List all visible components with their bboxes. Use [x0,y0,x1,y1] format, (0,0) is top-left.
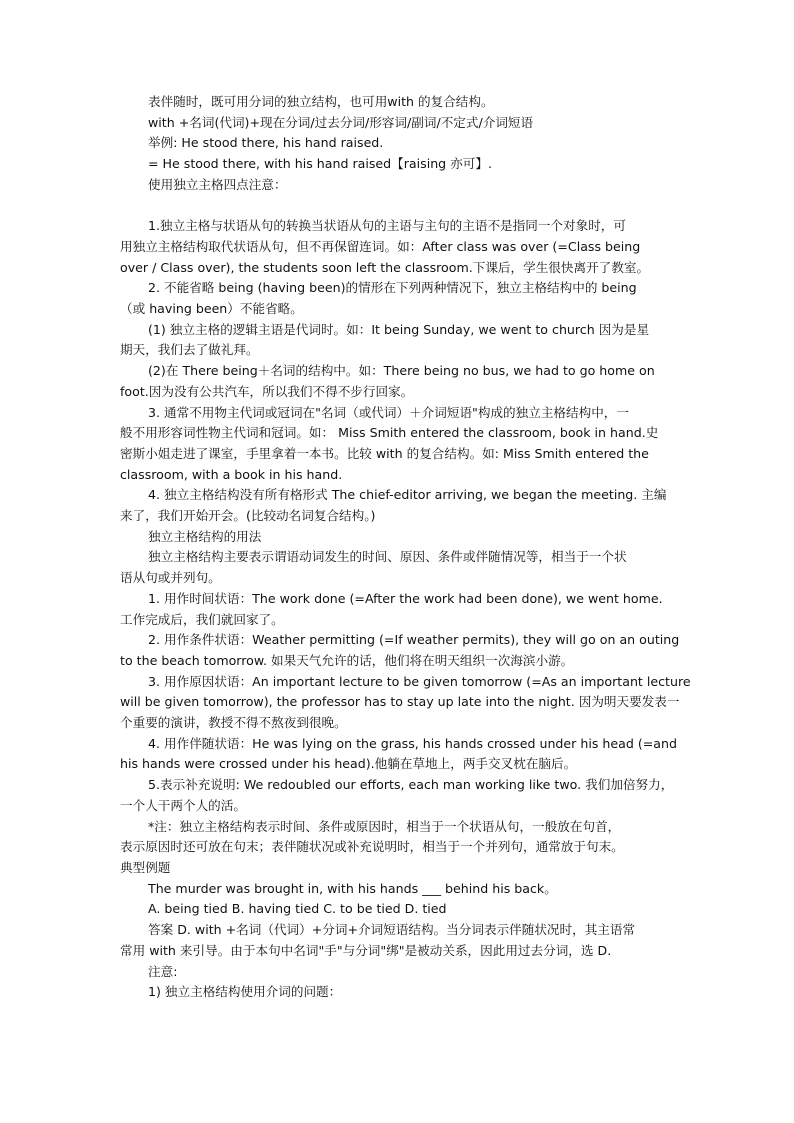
text-line: 2. 用作条件状语：Weather permitting (=If weather permits), they will go on an outing [148,632,680,648]
text-line: 5.表示补充说明: We redoubled our efforts, each man working like two. 我们加倍努力， [148,777,674,793]
blank-line [120,196,676,217]
text-line: 4. 独立主格结构没有所有格形式 The chief-editor arriving, we began the meeting. 主编 [148,487,667,503]
text-line: will be given tomorrow), the professor has to stay up late into the night. 因为明天要发表一 [120,694,680,710]
text-line: 语从句或并列句。 [120,570,221,586]
text-line: = He stood there, with his hand raised【raising 亦可】. [148,156,492,172]
text-line: 般不用形容词性物主代词和冠词。如： Miss Smith entered the classroom, book in hand.史 [120,425,659,441]
text-line: (2)在 There being＋名词的结构中。如：There being no bus, we had to go home on [148,363,655,379]
text-line: 期天，我们去了做礼拜。 [120,342,259,358]
text-line: 独立主格结构主要表示谓语动词发生的时间、原因、条件或伴随情况等，相当于一个状 [148,549,627,565]
text-line: 个重要的演讲，教授不得不熬夜到很晚。 [120,715,347,731]
text-line: 2. 不能省略 being (having been)的情形在下列两种情况下，独立主格结构中的 being [148,280,637,296]
text-line: 使用独立主格四点注意： [148,176,287,192]
document-page [120,92,691,1003]
text-line: 4. 用作伴随状语：He was lying on the grass, his hands crossed under his head (=and [148,735,678,751]
text-line: with +名词(代词)+现在分词/过去分词/形容词/副词/不定式/介词短语 [148,114,534,130]
text-line: 注意: [148,963,178,979]
text-line: 用独立主格结构取代状语从句，但不再保留连词。如：After class was over (=Class being [120,238,641,254]
text-line: 典型例题 [120,860,171,875]
text-line: （或 having been）不能省略。 [120,301,303,317]
text-line: to the beach tomorrow. 如果天气允许的话，他们将在明天组织一次海滨小游。 [120,652,574,668]
text-line: 常用 with 来引导。由于本句中名词"手"与分词"绑"是被动关系，因此用过去分词，选 D. [120,942,612,958]
text-line: 密斯小姐走进了课室，手里拿着一本书。比较 with 的复合结构。如: Miss Smith entered the [120,445,649,461]
text-line: 工作完成后，我们就回家了。 [120,611,284,627]
text-line: 1. 用作时间状语：The work done (=After the work had been done), we went home. [148,590,663,606]
text-line: foot.因为没有公共汽车，所以我们不得不步行回家。 [120,383,414,399]
text-line: (1) 独立主格的逻辑主语是代词时。如：It being Sunday, we went to church 因为是星 [148,321,650,337]
text-line: his hands were crossed under his head).他躺在草地上，两手交叉枕在脑后。 [120,756,577,772]
text-line: classroom, with a book in his hand. [120,466,343,482]
text-line: 表伴随时，既可用分词的独立结构，也可用with 的复合结构。 [148,94,494,109]
text-line: 1) 独立主格结构使用介词的问题： [148,984,342,1000]
text-line: 来了，我们开始开会。(比较动名词复合结构。) [120,508,376,524]
text-line: A. being tied B. having tied C. to be tied D. tied [148,901,447,917]
text-line: 表示原因时还可放在句末；表伴随状况或补充说明时，相当于一个并列句，通常放于句末。 [120,839,624,855]
text-line: 3. 通常不用物主代词或冠词在"名词（或代词）＋介词短语"构成的独立主格结构中，一 [148,404,629,420]
text-line: 答案 D. with +名词（代词）+分词+介词短语结构。当分词表示伴随状况时，其主语常 [148,922,636,938]
text-line: The murder was brought in, with his hands ___ behind his back。 [148,880,557,896]
text-line: 一个人干两个人的活。 [120,797,246,813]
text-line: 独立主格结构的用法 [148,528,262,544]
text-line: 1.独立主格与状语从句的转换当状语从句的主语与主句的主语不是指同一个对象时，可 [148,218,626,234]
text-line: 3. 用作原因状语：An important lecture to be given tomorrow (=As an important lecture [148,673,691,689]
text-line: over / Class over), the students soon left the classroom.下课后，学生很快离开了教室。 [120,259,650,275]
text-line: 举例: He stood there, his hand raised. [148,135,384,151]
text-line: *注：独立主格结构表示时间、条件或原因时，相当于一个状语从句，一般放在句首， [148,818,621,834]
